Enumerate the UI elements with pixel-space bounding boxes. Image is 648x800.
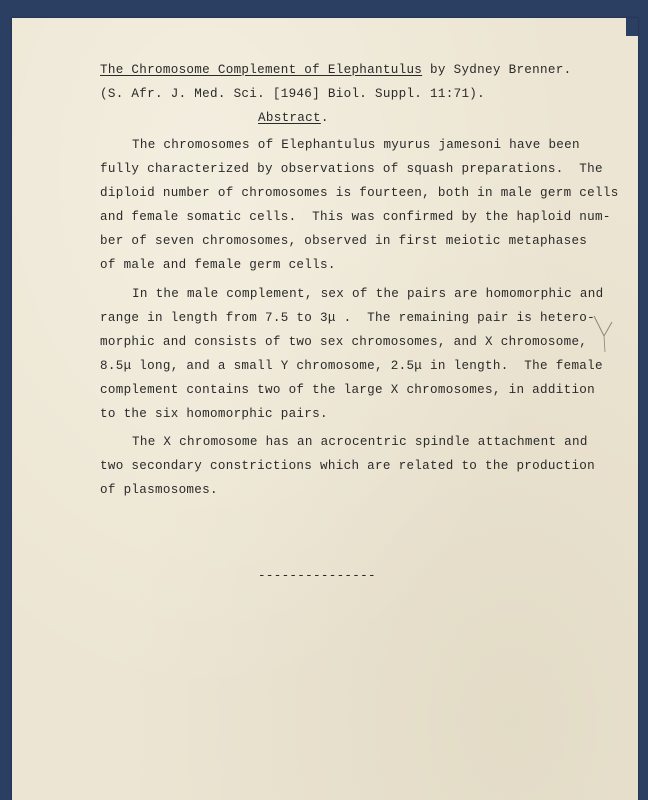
title-line bbox=[100, 62, 571, 78]
typed-abstract bbox=[12, 18, 638, 800]
paragraph-1-line-6: of male and female germ cells. bbox=[100, 258, 336, 272]
paragraph-2-line-6: to the six homomorphic pairs. bbox=[100, 407, 328, 421]
paragraph-1-line-3: diploid number of chromosomes is fourteen, both in male germ cells bbox=[100, 186, 619, 200]
paragraph-2-line-1: In the male complement, sex of the pairs are homomorphic and bbox=[132, 287, 604, 301]
paragraph-3-line-3: of plasmosomes. bbox=[100, 483, 218, 497]
paragraph-2-line-3: morphic and consists of two sex chromosomes, and X chromosome, bbox=[100, 335, 588, 349]
paragraph-2-line-4: 8.5μ long, and a small Y chromosome, 2.5μ in length. The female bbox=[100, 359, 603, 373]
document-page bbox=[12, 18, 638, 800]
paragraph-1-line-5: ber of seven chromosomes, observed in first meiotic metaphases bbox=[100, 234, 588, 248]
author-byline: by Sydney Brenner. bbox=[422, 63, 572, 77]
end-rule: --------------- bbox=[258, 569, 376, 583]
paragraph-2-line-5: complement contains two of the large X chromosomes, in addition bbox=[100, 383, 596, 397]
citation: (S. Afr. J. Med. Sci. [1946] Biol. Suppl. 11:71). bbox=[100, 87, 486, 101]
paragraph-1-line-1: The chromosomes of Elephantulus myurus jamesoni have been bbox=[132, 138, 580, 152]
paragraph-3-line-1: The X chromosome has an acrocentric spindle attachment and bbox=[132, 435, 588, 449]
pencil-mark-icon bbox=[592, 314, 614, 354]
abstract-heading: Abstract. bbox=[258, 111, 329, 125]
paragraph-1-line-4: and female somatic cells. This was confirmed by the haploid num- bbox=[100, 210, 611, 224]
paragraph-2-line-2: range in length from 7.5 to 3μ . The remaining pair is hetero- bbox=[100, 311, 596, 325]
paragraph-1-line-2: fully characterized by observations of squash preparations. The bbox=[100, 162, 603, 176]
document-title: The Chromosome Complement of Elephantulus bbox=[100, 63, 423, 77]
paragraph-3-line-2: two secondary constrictions which are related to the production bbox=[100, 459, 596, 473]
